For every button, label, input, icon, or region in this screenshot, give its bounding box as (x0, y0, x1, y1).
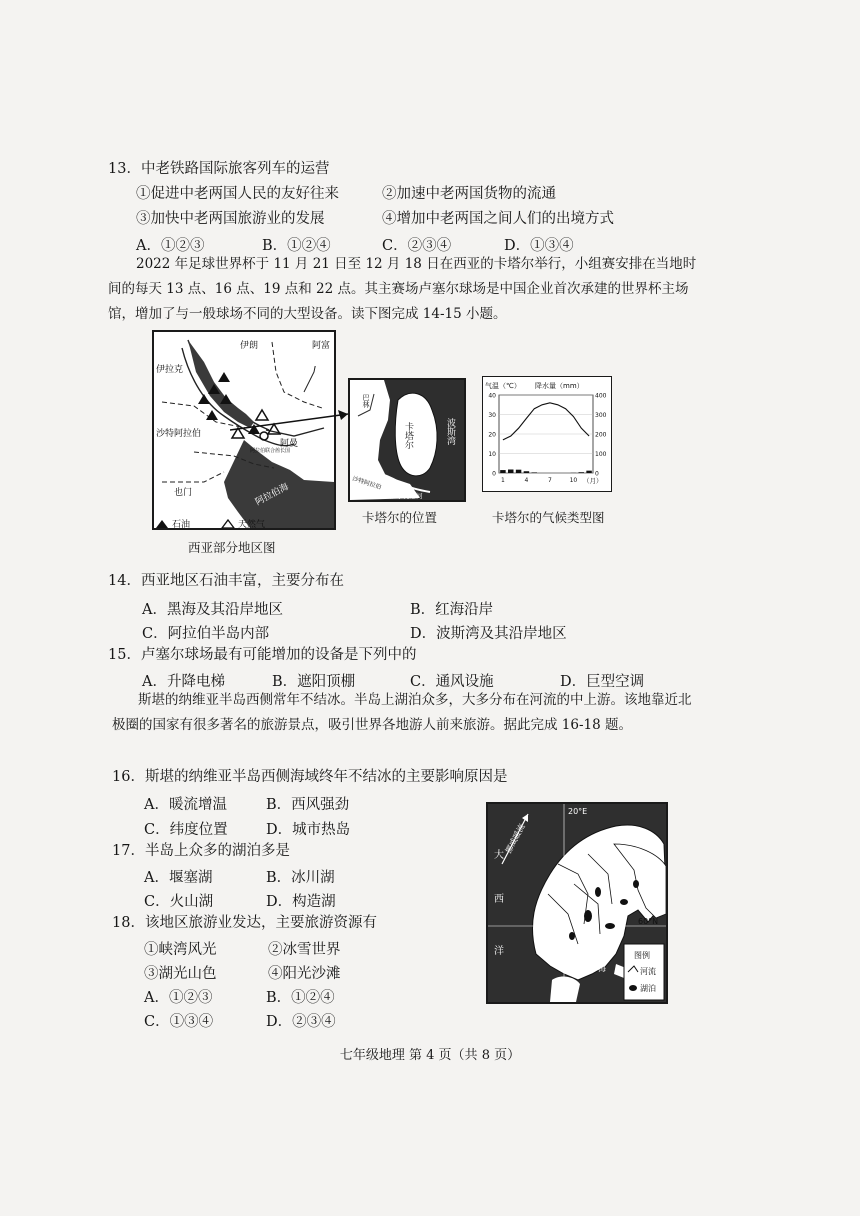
scandinavia-map (486, 802, 668, 1004)
scandinavia-lat-label: 60°N (638, 917, 659, 926)
q13-option-d: D．①③④ (504, 238, 574, 254)
climate-precip-bars (500, 469, 592, 473)
climate-right-tick-label: 400 (595, 392, 607, 400)
west-asia-map-caption: 西亚部分地区图 (188, 540, 276, 555)
climate-left-tick-label: 40 (488, 392, 496, 400)
climate-precip-bar (586, 471, 591, 473)
scandinavia-ocean-label-1: 大 (494, 850, 504, 861)
q18-item-1: ①峡湾风光 (144, 942, 217, 958)
q17-option-d: D．构造湖 (266, 894, 336, 910)
climate-x-tick-label: 4 (524, 477, 529, 484)
q17-option-b: B．冰川湖 (266, 870, 335, 886)
q13-option-a: A．①②③ (136, 238, 205, 254)
map-label-afghan: 阿富 (312, 341, 331, 351)
q15-option-d: D．巨型空调 (560, 674, 645, 690)
q18-item-2: ②冰雪世界 (268, 942, 341, 958)
legend-title: 图例 (634, 951, 650, 960)
climate-left-tick-label: 10 (488, 451, 496, 458)
scandinavia-current-label: 挪威暖流 (503, 822, 527, 855)
map-label-oman: 阿曼 (280, 439, 299, 449)
climate-precip-bar (532, 472, 537, 473)
climate-left-tick-label: 20 (488, 431, 496, 439)
legend-gas-icon (222, 520, 234, 528)
climate-left-tick-label: 30 (488, 412, 496, 419)
q15-option-a: A．升降电梯 (142, 674, 225, 690)
q18-item-3: ③湖光山色 (144, 966, 217, 982)
q14-option-a: A．黑海及其沿岸地区 (142, 602, 283, 618)
climate-precip-bar (500, 470, 505, 473)
passage-scandinavia: 斯堪的纳维亚半岛西侧常年不结冰。半岛上湖泊众多，大多分布在河流的中上游。该地靠近北极圈的国家有很多著名的旅游景点，吸引世界各地游人前来旅游。据此完成 16-18 题。 (112, 692, 692, 733)
q18-option-a: A．①②③ (144, 990, 213, 1006)
climate-right-tick-label: 0 (595, 470, 599, 478)
scandinavia-ocean-label-3: 洋 (494, 946, 504, 957)
q18-option-b: B．①②④ (266, 990, 335, 1006)
map-label-arabian-sea: 阿拉伯海 (253, 482, 291, 508)
climate-temperature-line (503, 403, 589, 440)
q16-option-c: C．纬度位置 (144, 822, 228, 838)
qatar-map-label-gulf: 波斯湾 (445, 418, 455, 445)
q13-option-b: B．①②④ (262, 238, 331, 254)
climate-right-ticks (595, 393, 607, 478)
q17-stem: 17．半岛上众多的湖泊多是 (112, 843, 290, 859)
map-label-uae: 阿拉伯联合酋长国 (250, 448, 291, 454)
q13-item-4: ④增加中老两国之间人们的出境方式 (382, 211, 614, 227)
q14-option-b: B．红海沿岸 (410, 602, 494, 618)
q13-item-3: ③加快中老两国旅游业的发展 (136, 211, 325, 227)
climate-precip-bar (524, 471, 529, 473)
scandinavia-gulf-label: 波罗的海 (597, 940, 607, 972)
qatar-climate-chart (482, 376, 612, 492)
map-label-iran: 伊朗 (240, 341, 259, 351)
qatar-location-caption: 卡塔尔的位置 (362, 510, 438, 525)
legend-lake-label: 湖泊 (640, 984, 656, 993)
scandinavia-lon-label: 20°E (568, 807, 588, 816)
legend-lake-icon (629, 985, 637, 991)
q17-option-a: A．堰塞湖 (144, 870, 213, 886)
climate-month-unit: （月） (583, 477, 603, 485)
climate-left-tick-label: 0 (492, 470, 496, 478)
climate-right-tick-label: 100 (595, 451, 607, 458)
map-label-yemen: 也门 (174, 488, 193, 498)
climate-precip-bar (516, 470, 521, 473)
q18-stem: 18．该地区旅游业发达，主要旅游资源有 (112, 915, 377, 931)
q13-item-1: ①促进中老两国人民的友好往来 (136, 186, 339, 202)
passage-worldcup: 2022 年足球世界杯于 11 月 21 日至 12 月 18 日在西亚的卡塔尔举行，小组赛安排在当地时间的每天 13 点、16 点、19 点和 22 点。其主赛场卢塞尔球场是中国企业首次承建的世界杯主场馆，增加了与一般球场不同的大型设备。读下图完成 14-15 小题。 (108, 256, 697, 322)
scandinavia-ocean-label-2: 西 (494, 894, 504, 905)
climate-x-tick-label: 10 (569, 477, 578, 484)
page-footer: 七年级地理 第 4 页（共 8 页） (339, 1048, 521, 1063)
climate-right-tick-label: 200 (595, 431, 607, 439)
qatar-map-label-qatar: 卡塔尔 (403, 422, 413, 449)
q16-stem: 16．斯堪的纳维亚半岛西侧海域终年不结冰的主要影响原因是 (112, 769, 508, 785)
q18-item-4: ④阳光沙滩 (268, 966, 341, 982)
climate-left-ticks (488, 393, 496, 478)
qatar-location-map (348, 378, 466, 502)
q14-option-c: C．阿拉伯半岛内部 (142, 626, 270, 642)
legend-oil-icon (156, 520, 168, 528)
climate-precip-bar (508, 469, 513, 473)
legend-gas-label: 天然气 (238, 520, 266, 528)
q16-option-b: B．西风强劲 (266, 797, 350, 813)
map-label-iraq: 伊拉克 (156, 365, 184, 375)
q13-item-2: ②加速中老两国货物的流通 (382, 186, 556, 202)
climate-precip-axis-label: 降水量（mm） (535, 382, 584, 390)
qatar-map-label-canal: 萨尔瓦运河 (390, 492, 423, 500)
q15-option-c: C．通风设施 (410, 674, 494, 690)
climate-precip-bar (579, 472, 584, 473)
q13-stem: 13．中老铁路国际旅客列车的运营 (108, 161, 330, 177)
map-label-saudi: 沙特阿拉伯 (156, 429, 202, 439)
climate-x-tick-label: 1 (501, 477, 505, 484)
q16-option-a: A．暖流增温 (144, 797, 227, 813)
pointer-arrow (230, 408, 358, 434)
q14-stem: 14．西亚地区石油丰富，主要分布在 (108, 573, 344, 589)
qatar-map-label-saudi: 沙特阿拉伯 (351, 475, 383, 492)
climate-chart-caption: 卡塔尔的气候类型图 (492, 510, 605, 525)
climate-x-tick-label: 7 (548, 477, 552, 484)
q17-option-c: C．火山湖 (144, 894, 214, 910)
climate-temp-axis-label: 气温（℃） (485, 382, 521, 390)
climate-x-ticks (501, 477, 577, 484)
legend-oil-label: 石油 (172, 520, 191, 528)
q16-option-d: D．城市热岛 (266, 822, 351, 838)
q13-option-c: C．②③④ (382, 238, 452, 254)
legend-river-label: 河流 (640, 967, 656, 976)
oil-marker-icon (218, 372, 230, 382)
q15-option-b: B．遮阳顶棚 (272, 674, 356, 690)
q15-stem: 15．卢塞尔球场最有可能增加的设备是下列中的 (108, 647, 417, 663)
q14-option-d: D．波斯湾及其沿岸地区 (410, 626, 567, 642)
climate-right-tick-label: 300 (595, 412, 607, 419)
qatar-map-label-bahrain: 巴林 (362, 394, 370, 408)
q18-option-d: D．②③④ (266, 1014, 336, 1030)
q18-option-c: C．①③④ (144, 1014, 214, 1030)
